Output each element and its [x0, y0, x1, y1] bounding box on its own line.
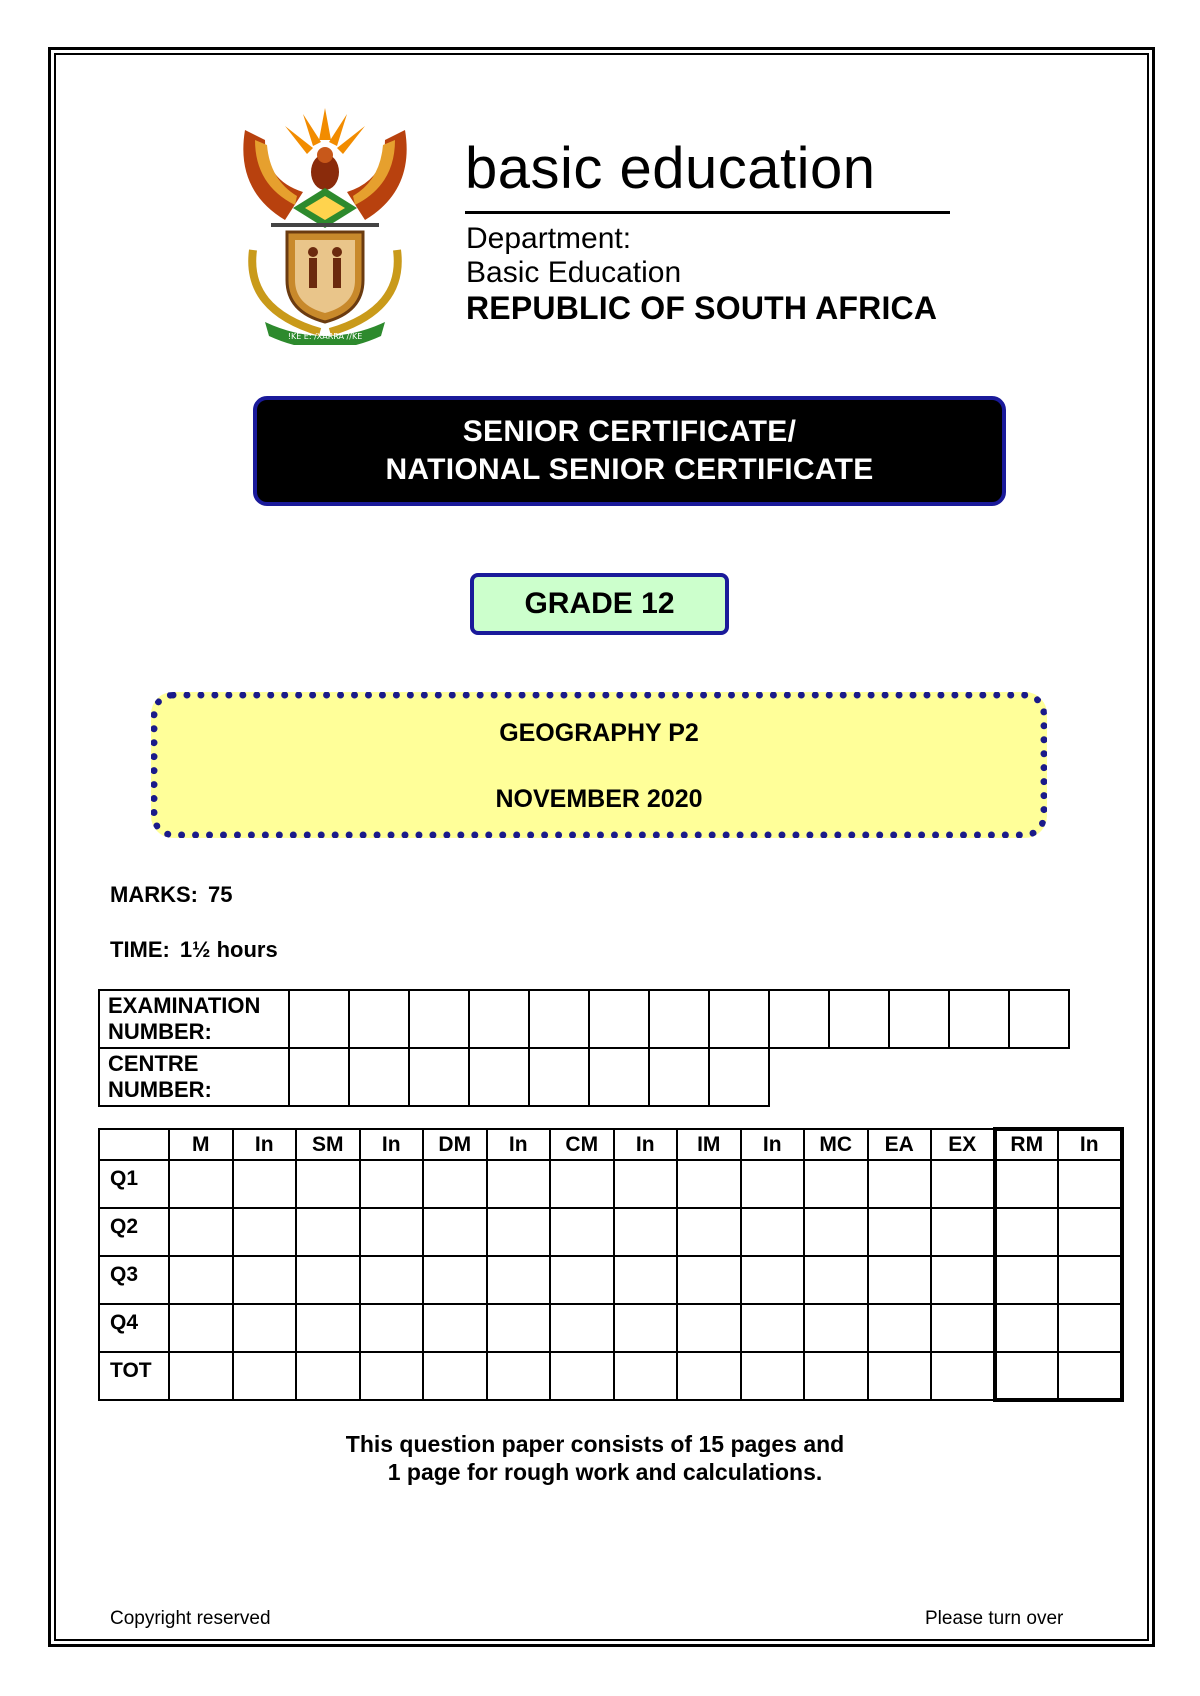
mark-entry-cell[interactable]	[804, 1304, 868, 1352]
row-label: Q4	[99, 1304, 169, 1352]
mark-entry-cell[interactable]	[931, 1304, 995, 1352]
centre-digit-box[interactable]	[349, 1048, 409, 1106]
exam-digit-box[interactable]	[709, 990, 769, 1048]
mark-entry-cell[interactable]	[296, 1208, 360, 1256]
exam-digit-box[interactable]	[589, 990, 649, 1048]
column-header: CM	[550, 1129, 614, 1160]
mark-entry-cell[interactable]	[1058, 1256, 1122, 1304]
time-value: 1½ hours	[179, 937, 278, 962]
department-name: Basic Education	[466, 256, 682, 289]
mark-entry-cell[interactable]	[360, 1304, 424, 1352]
mark-entry-cell[interactable]	[995, 1352, 1059, 1400]
empty-cell	[769, 1048, 829, 1106]
mark-entry-cell[interactable]	[423, 1208, 487, 1256]
centre-number-row	[99, 1048, 1069, 1106]
mark-entry-cell[interactable]	[741, 1256, 805, 1304]
mark-entry-cell[interactable]	[360, 1208, 424, 1256]
exam-number-table	[98, 989, 1070, 1107]
mark-entry-cell[interactable]	[296, 1160, 360, 1208]
row-label: TOT	[99, 1352, 169, 1400]
mark-entry-cell[interactable]	[804, 1256, 868, 1304]
mark-entry-cell[interactable]	[423, 1304, 487, 1352]
exam-session: NOVEMBER 2020	[495, 785, 703, 813]
exam-digit-box[interactable]	[469, 990, 529, 1048]
centre-digit-box[interactable]	[469, 1048, 529, 1106]
mark-entry-cell[interactable]	[931, 1352, 995, 1400]
exam-digit-box[interactable]	[1009, 990, 1069, 1048]
centre-digit-box[interactable]	[709, 1048, 769, 1106]
brand-title: basic education	[465, 136, 876, 201]
mark-entry-cell[interactable]	[296, 1304, 360, 1352]
time-info	[110, 937, 278, 963]
country-name: REPUBLIC OF SOUTH AFRICA	[466, 290, 938, 326]
exam-digit-box[interactable]	[649, 990, 709, 1048]
mark-entry-cell[interactable]	[550, 1352, 614, 1400]
mark-entry-cell[interactable]	[1058, 1304, 1122, 1352]
mark-entry-cell[interactable]	[677, 1304, 741, 1352]
exam-digit-box[interactable]	[769, 990, 829, 1048]
column-header: In	[1058, 1129, 1122, 1160]
exam-digit-box[interactable]	[409, 990, 469, 1048]
empty-cell	[1009, 1048, 1069, 1106]
empty-cell	[829, 1048, 889, 1106]
mark-entry-cell[interactable]	[487, 1208, 551, 1256]
mark-entry-cell[interactable]	[677, 1208, 741, 1256]
coat-of-arms-logo	[225, 100, 425, 345]
mark-entry-cell[interactable]	[169, 1352, 233, 1400]
empty-cell	[889, 1048, 949, 1106]
mark-entry-cell[interactable]	[233, 1304, 297, 1352]
exam-digit-box[interactable]	[349, 990, 409, 1048]
examination-label-line2: NUMBER:	[108, 1019, 212, 1044]
examination-number-label	[99, 990, 289, 1048]
centre-label-line2: NUMBER:	[108, 1077, 212, 1102]
centre-digit-box[interactable]	[649, 1048, 709, 1106]
mark-entry-cell[interactable]	[233, 1256, 297, 1304]
column-header: In	[741, 1129, 805, 1160]
centre-digit-box[interactable]	[589, 1048, 649, 1106]
mark-entry-cell[interactable]	[423, 1256, 487, 1304]
centre-digit-box[interactable]	[409, 1048, 469, 1106]
mark-entry-cell[interactable]	[868, 1256, 932, 1304]
brand-underline	[465, 211, 950, 214]
column-header: In	[360, 1129, 424, 1160]
mark-entry-cell[interactable]	[169, 1160, 233, 1208]
mark-entry-cell[interactable]	[550, 1160, 614, 1208]
mark-entry-cell[interactable]	[614, 1208, 678, 1256]
mark-entry-cell[interactable]	[169, 1208, 233, 1256]
mark-entry-cell[interactable]	[360, 1160, 424, 1208]
marks-grid	[98, 1127, 1124, 1402]
mark-entry-cell[interactable]	[296, 1256, 360, 1304]
examination-label-line1: EXAMINATION	[108, 993, 261, 1018]
mark-entry-cell[interactable]	[741, 1304, 805, 1352]
centre-digit-box[interactable]	[289, 1048, 349, 1106]
page-count-note-line-2: 1 page for rough work and calculations.	[387, 1459, 823, 1485]
certificate-line-1: SENIOR CERTIFICATE/	[462, 415, 797, 448]
mark-entry-cell[interactable]	[868, 1160, 932, 1208]
mark-entry-cell[interactable]	[233, 1208, 297, 1256]
marks-grid-row	[99, 1160, 1122, 1208]
mark-entry-cell[interactable]	[423, 1352, 487, 1400]
mark-entry-cell[interactable]	[423, 1160, 487, 1208]
mark-entry-cell[interactable]	[550, 1304, 614, 1352]
column-header: M	[169, 1129, 233, 1160]
column-header: In	[233, 1129, 297, 1160]
marks-grid-header	[99, 1129, 1122, 1160]
crest-motto: !KE E: /XARRA //KE	[287, 332, 363, 341]
row-label: Q1	[99, 1160, 169, 1208]
mark-entry-cell[interactable]	[931, 1208, 995, 1256]
subject-box	[151, 692, 1047, 838]
mark-entry-cell[interactable]	[804, 1160, 868, 1208]
mark-entry-cell[interactable]	[487, 1352, 551, 1400]
column-header: In	[487, 1129, 551, 1160]
mark-entry-cell[interactable]	[1058, 1160, 1122, 1208]
mark-entry-cell[interactable]	[995, 1160, 1059, 1208]
certificate-banner	[253, 396, 1006, 506]
column-header: SM	[296, 1129, 360, 1160]
department-label: Department:	[466, 222, 632, 255]
mark-entry-cell[interactable]	[614, 1352, 678, 1400]
mark-entry-cell[interactable]	[868, 1208, 932, 1256]
mark-entry-cell[interactable]	[233, 1160, 297, 1208]
column-header: EA	[868, 1129, 932, 1160]
mark-entry-cell[interactable]	[360, 1352, 424, 1400]
mark-entry-cell[interactable]	[614, 1256, 678, 1304]
marks-value: 75	[208, 882, 233, 907]
mark-entry-cell[interactable]	[1058, 1208, 1122, 1256]
mark-entry-cell[interactable]	[1058, 1352, 1122, 1400]
mark-entry-cell[interactable]	[487, 1160, 551, 1208]
mark-entry-cell[interactable]	[741, 1160, 805, 1208]
examination-number-row	[99, 990, 1069, 1048]
mark-entry-cell[interactable]	[296, 1352, 360, 1400]
column-header: EX	[931, 1129, 995, 1160]
subject-name: GEOGRAPHY P2	[499, 719, 699, 747]
column-header: DM	[423, 1129, 487, 1160]
column-header: MC	[804, 1129, 868, 1160]
mark-entry-cell[interactable]	[677, 1256, 741, 1304]
marks-grid-row	[99, 1208, 1122, 1256]
column-header: IM	[677, 1129, 741, 1160]
mark-entry-cell[interactable]	[677, 1160, 741, 1208]
mark-entry-cell[interactable]	[614, 1160, 678, 1208]
column-header: In	[614, 1129, 678, 1160]
mark-entry-cell[interactable]	[169, 1256, 233, 1304]
certificate-line-2: NATIONAL SENIOR CERTIFICATE	[385, 453, 874, 486]
exam-digit-box[interactable]	[889, 990, 949, 1048]
empty-cell	[949, 1048, 1009, 1106]
centre-digit-box[interactable]	[529, 1048, 589, 1106]
mark-entry-cell[interactable]	[360, 1256, 424, 1304]
marks-grid-row	[99, 1352, 1122, 1400]
mark-entry-cell[interactable]	[614, 1304, 678, 1352]
grade-badge: GRADE 12	[470, 573, 729, 635]
mark-entry-cell[interactable]	[931, 1256, 995, 1304]
exam-digit-box[interactable]	[529, 990, 589, 1048]
mark-entry-cell[interactable]	[169, 1304, 233, 1352]
exam-digit-box[interactable]	[829, 990, 889, 1048]
mark-entry-cell[interactable]	[487, 1304, 551, 1352]
copyright-notice: Copyright reserved	[110, 1608, 271, 1629]
mark-entry-cell[interactable]	[995, 1256, 1059, 1304]
centre-number-label	[99, 1048, 289, 1106]
mark-entry-cell[interactable]	[931, 1160, 995, 1208]
mark-entry-cell[interactable]	[868, 1352, 932, 1400]
mark-entry-cell[interactable]	[741, 1352, 805, 1400]
marks-grid-row	[99, 1256, 1122, 1304]
marks-label: MARKS:	[110, 882, 198, 907]
column-header: RM	[995, 1129, 1059, 1160]
mark-entry-cell[interactable]	[233, 1352, 297, 1400]
marks-grid-corner	[99, 1129, 169, 1160]
exam-digit-box[interactable]	[949, 990, 1009, 1048]
mark-entry-cell[interactable]	[804, 1352, 868, 1400]
centre-label-line1: CENTRE	[108, 1051, 199, 1076]
mark-entry-cell[interactable]	[487, 1256, 551, 1304]
turn-over-notice: Please turn over	[925, 1608, 1064, 1629]
time-label: TIME:	[110, 937, 170, 962]
marks-grid-row	[99, 1304, 1122, 1352]
row-label: Q2	[99, 1208, 169, 1256]
mark-entry-cell[interactable]	[804, 1208, 868, 1256]
mark-entry-cell[interactable]	[868, 1304, 932, 1352]
row-label: Q3	[99, 1256, 169, 1304]
exam-digit-box[interactable]	[289, 990, 349, 1048]
mark-entry-cell[interactable]	[995, 1208, 1059, 1256]
mark-entry-cell[interactable]	[995, 1304, 1059, 1352]
page-count-note-line-1: This question paper consists of 15 pages and	[345, 1431, 845, 1457]
mark-entry-cell[interactable]	[550, 1256, 614, 1304]
mark-entry-cell[interactable]	[677, 1352, 741, 1400]
mark-entry-cell[interactable]	[550, 1208, 614, 1256]
mark-entry-cell[interactable]	[741, 1208, 805, 1256]
marks-info	[110, 882, 232, 908]
